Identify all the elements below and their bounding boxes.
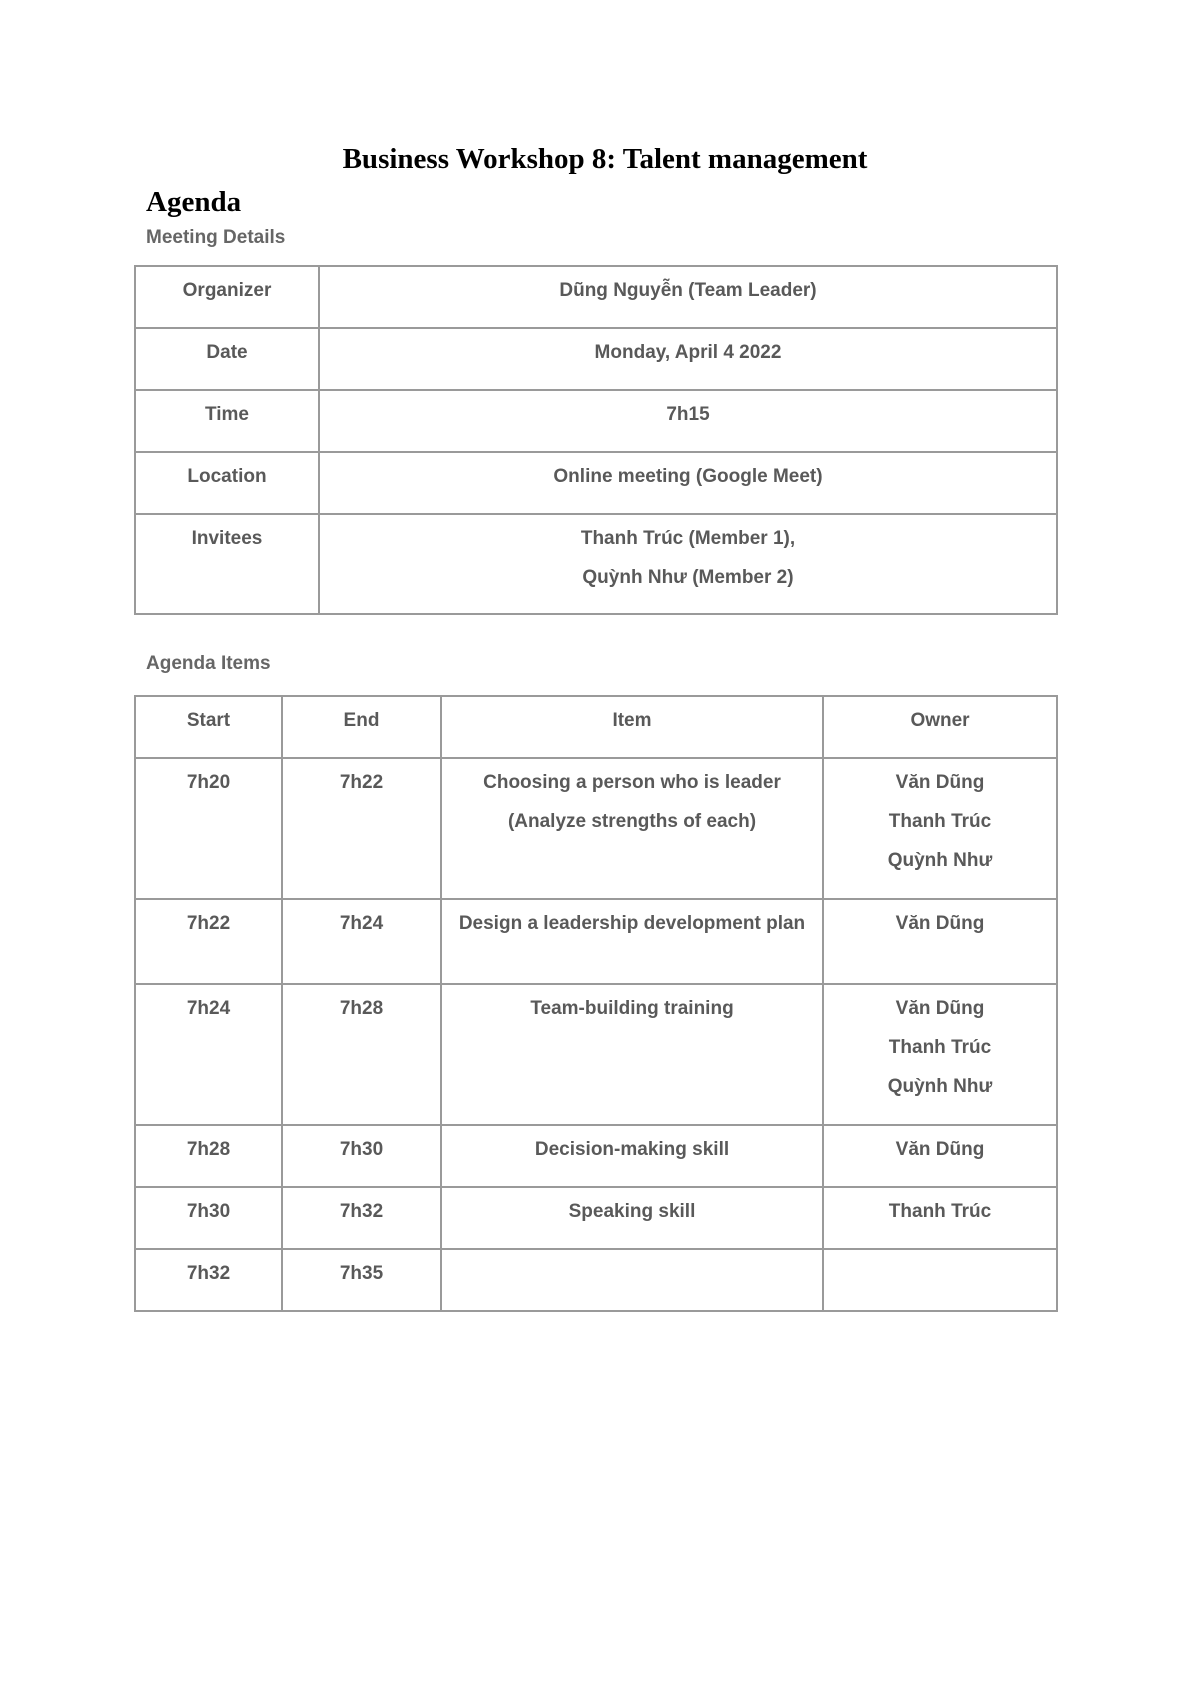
start-cell (135, 1249, 282, 1311)
table-row (135, 984, 1057, 1125)
item-text: (Analyze strengths of each) (507, 811, 757, 832)
detail-label-cell (135, 452, 319, 514)
column-header-end: End (343, 710, 380, 731)
owner-name: Quỳnh Như (887, 850, 993, 871)
meeting-details-table (134, 265, 1058, 615)
table-row (135, 452, 1057, 514)
item-cell (441, 1187, 823, 1249)
detail-label: Time (204, 404, 249, 425)
owner-cell (823, 1125, 1057, 1187)
end-time: 7h35 (339, 1263, 384, 1284)
table-row (135, 758, 1057, 899)
start-cell (135, 1125, 282, 1187)
owner-name: Thanh Trúc (888, 1037, 992, 1058)
start-cell (135, 899, 282, 984)
detail-value: Dũng Nguyễn (Team Leader) (559, 280, 817, 301)
owner-name: Văn Dũng (895, 1139, 985, 1160)
detail-label-cell (135, 514, 319, 614)
agenda-heading: Agenda (146, 186, 242, 218)
table-row (135, 1187, 1057, 1249)
detail-value-cell (319, 452, 1057, 514)
detail-value: Thanh Trúc (Member 1), (580, 528, 796, 549)
column-header-item: Item (612, 710, 652, 731)
owner-name: Văn Dũng (895, 998, 985, 1019)
end-time: 7h30 (339, 1139, 384, 1160)
item-cell (441, 899, 823, 984)
detail-value: Online meeting (Google Meet) (553, 466, 823, 487)
meeting-details-label: Meeting Details (146, 227, 286, 248)
item-cell (441, 984, 823, 1125)
start-cell (135, 758, 282, 899)
start-cell (135, 984, 282, 1125)
detail-value: 7h15 (666, 404, 710, 425)
owner-name: Thanh Trúc (888, 1201, 992, 1222)
item-text: Design a leadership development plan (458, 913, 806, 934)
agenda-items-table (134, 695, 1058, 1312)
detail-value-cell (319, 390, 1057, 452)
detail-value-cell (319, 514, 1057, 614)
end-time: 7h28 (339, 998, 384, 1019)
detail-label-cell (135, 266, 319, 328)
detail-label: Date (206, 342, 248, 363)
table-header-row (135, 696, 1057, 758)
item-cell (441, 1125, 823, 1187)
end-cell (282, 1187, 441, 1249)
item-text: Speaking skill (568, 1201, 696, 1222)
table-row (135, 266, 1057, 328)
item-text: Choosing a person who is leader (483, 772, 781, 793)
start-time: 7h32 (186, 1263, 231, 1284)
column-header (441, 696, 823, 758)
owner-cell (823, 1187, 1057, 1249)
end-cell (282, 1249, 441, 1311)
owner-name: Văn Dũng (895, 772, 985, 793)
start-time: 7h24 (186, 998, 231, 1019)
end-cell (282, 1125, 441, 1187)
end-cell (282, 758, 441, 899)
detail-label: Location (187, 466, 267, 487)
table-row (135, 899, 1057, 984)
detail-value-cell (319, 266, 1057, 328)
detail-label-cell (135, 328, 319, 390)
owner-cell (823, 758, 1057, 899)
owner-name: Thanh Trúc (888, 811, 992, 832)
column-header (823, 696, 1057, 758)
column-header (282, 696, 441, 758)
detail-label: Organizer (182, 280, 272, 301)
column-header-start: Start (186, 710, 231, 731)
end-time: 7h22 (339, 772, 384, 793)
detail-value: Monday, April 4 2022 (594, 342, 782, 363)
start-time: 7h28 (186, 1139, 231, 1160)
start-time: 7h30 (186, 1201, 231, 1222)
column-header (135, 696, 282, 758)
end-cell (282, 984, 441, 1125)
owner-cell (823, 1249, 1057, 1311)
end-cell (282, 899, 441, 984)
agenda-items-label: Agenda Items (146, 653, 271, 674)
owner-name: Quỳnh Như (887, 1076, 993, 1097)
table-row (135, 328, 1057, 390)
start-time: 7h20 (186, 772, 231, 793)
table-row (135, 514, 1057, 614)
owner-cell (823, 984, 1057, 1125)
end-time: 7h24 (339, 913, 384, 934)
owner-cell (823, 899, 1057, 984)
detail-label-cell (135, 390, 319, 452)
item-cell (441, 1249, 823, 1311)
detail-value-cell (319, 328, 1057, 390)
column-header-owner: Owner (910, 710, 970, 731)
owner-name: Văn Dũng (895, 913, 985, 934)
item-text: Decision-making skill (534, 1139, 730, 1160)
item-cell (441, 758, 823, 899)
table-row (135, 1125, 1057, 1187)
start-time: 7h22 (186, 913, 231, 934)
end-time: 7h32 (339, 1201, 384, 1222)
table-row (135, 1249, 1057, 1311)
detail-label: Invitees (191, 528, 263, 549)
detail-value: Quỳnh Như (Member 2) (582, 567, 794, 588)
item-text: Team-building training (530, 998, 734, 1019)
start-cell (135, 1187, 282, 1249)
table-row (135, 390, 1057, 452)
document-title: Business Workshop 8: Talent management (342, 143, 868, 175)
